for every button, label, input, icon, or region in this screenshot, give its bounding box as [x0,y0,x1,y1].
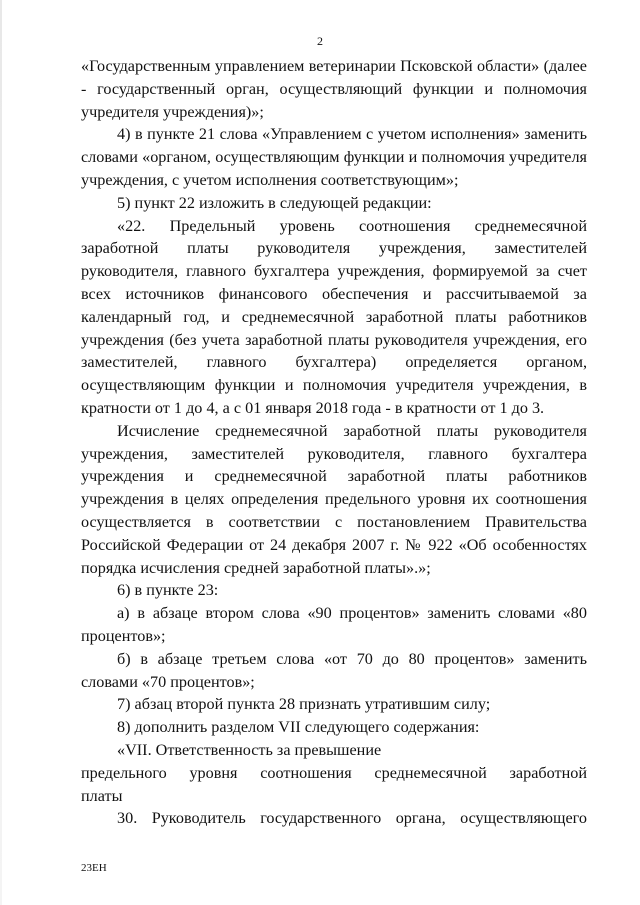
section-heading-line: предельного уровня соотношения среднемесячной заработной [81,763,587,782]
paragraph: 8) дополнить разделом VII следующего содержания: [117,718,480,737]
paragraph: 6) в пункте 23: [117,581,219,600]
paragraph: б) в абзаце третьем слова «от 70 до 80 процентов» заменить словами «70 процентов»; [81,649,587,691]
scan-edge [0,0,2,905]
paragraph: 4) в пункте 21 слова «Управлением с учетом исполнения» заменить словами «органом, осуществляющим функции и полномочия учредителя учреждения, с учетом исполнения соответствующим»; [81,125,587,189]
paragraph: 5) пункт 22 изложить в следующей редакции: [117,193,432,212]
paragraph: 7) абзац второй пункта 28 признать утратившим силу; [117,695,491,714]
paragraph: «22. Предельный уровень соотношения среднемесячной заработной платы руководителя учреждения, заместителей руководителя, главного бухгалтера учреждения, формируемой за счет всех источников финансового обеспечения и рассчитываемой за календарный год, и среднемесячной заработной платы работников учреждения (без учета заработной платы руководителя учреждения, его заместителей, главного бухгалтера) определяется органом, осуществляющим функции и полномочия учредителя учреждения, в кратности от 1 до 4, а с 01 января 2018 года - в кратности от 1 до 3. [81,216,587,417]
paragraph: Исчисление среднемесячной заработной платы руководителя учреждения, заместителей руководителя, главного бухгалтера учреждения и среднемесячной заработной платы работников учреждения в целях определения предельного уровня их соотношения осуществляется в соответствии с постановлением Правительства Российской Федерации от 24 декабря 2007 г. № 922 «Об особенностях порядка исчисления средней заработной платы».»; [81,421,587,577]
paragraph: а) в абзаце втором слова «90 процентов» заменить словами «80 процентов»; [81,604,587,645]
page-number: 2 [317,34,323,48]
paragraph: «Государственным управлением ветеринарии Псковской области» (далее - государственный орган, осуществляющий функции и полномочия учредителя учреждения)»; [81,57,587,121]
paragraph: 30. Руководитель государственного органа, осуществляющего [117,809,587,828]
document-code: 23ЕН [81,862,107,874]
section-heading: «VII. Ответственность за превышение [117,740,382,759]
section-heading-line: платы [81,786,123,805]
document-body [81,55,587,830]
